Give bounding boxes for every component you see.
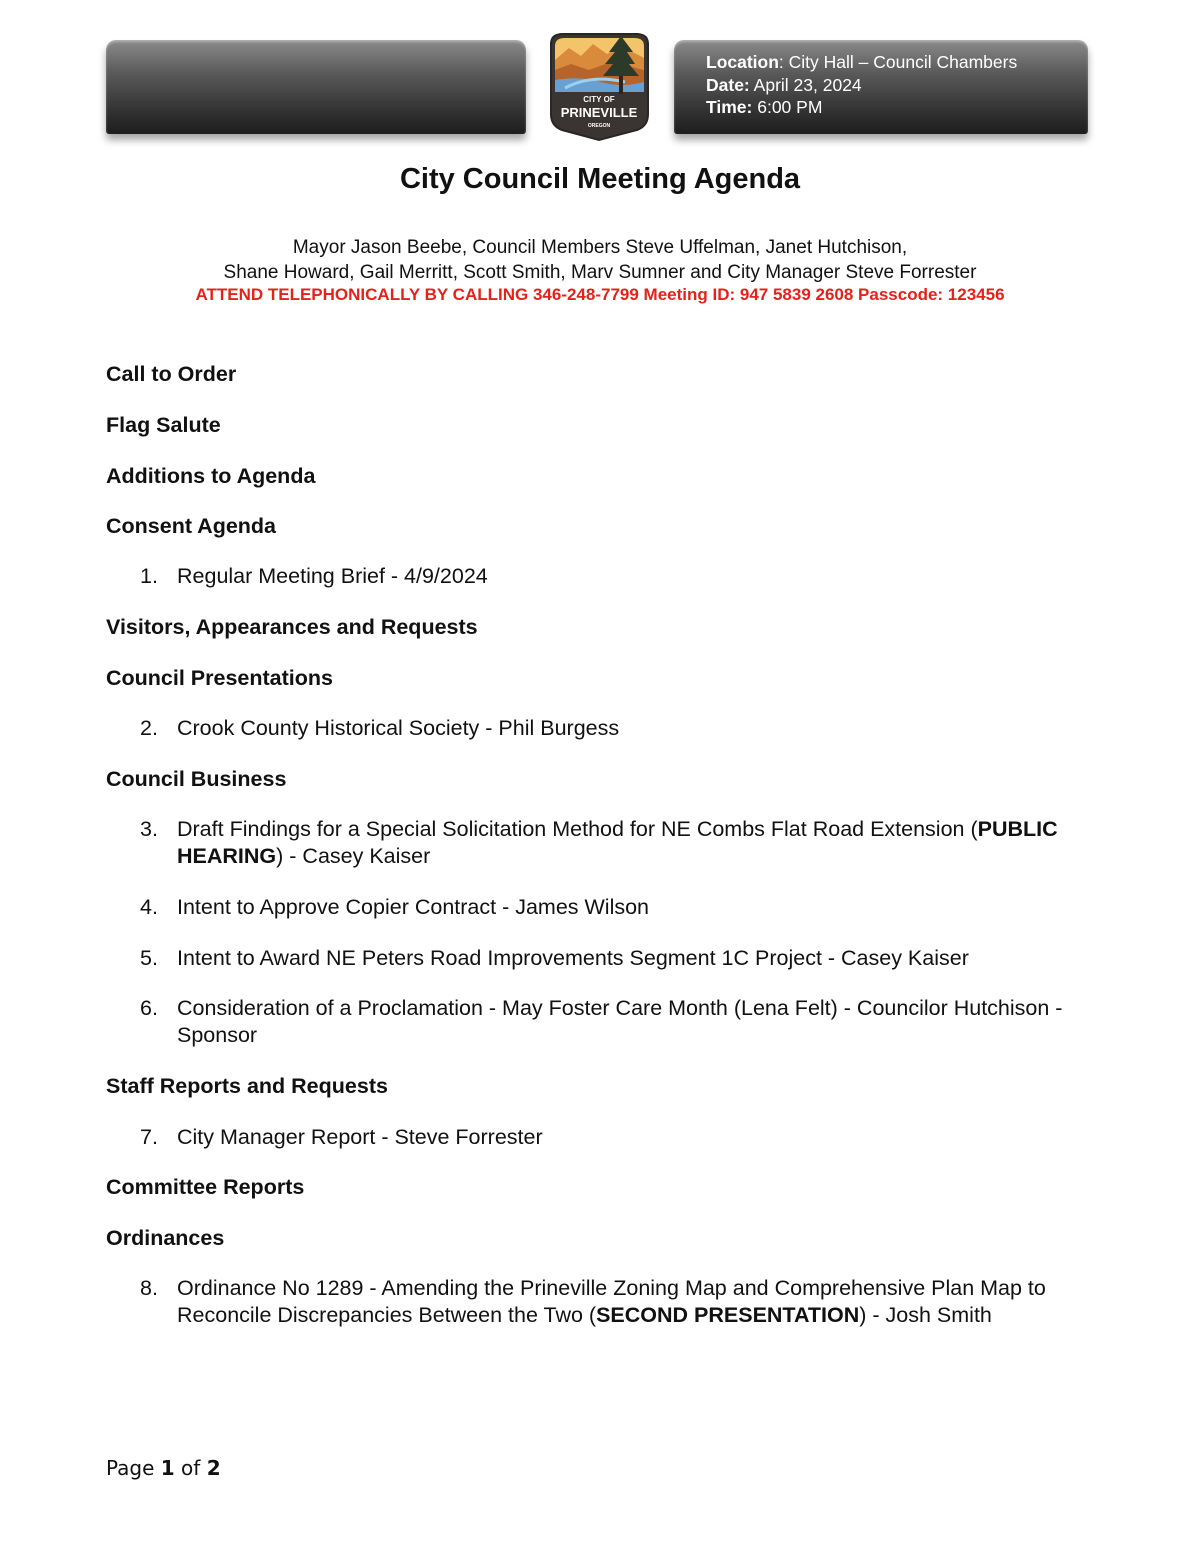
item-text: Crook County Historical Society - Phil Burgess [177, 716, 620, 740]
time-value: 6:00 PM [752, 97, 823, 117]
item-text: Intent to Award NE Peters Road Improvements Segment 1C Project - Casey Kaiser [177, 946, 969, 970]
logo-line-1: CITY OF [583, 95, 615, 104]
item-text: Intent to Approve Copier Contract - James Wilson [177, 895, 650, 919]
members-line-1: Mayor Jason Beebe, Council Members Steve Uffelman, Janet Hutchison, [292, 237, 908, 258]
members-line-2: Shane Howard, Gail Merritt, Scott Smith, Marv Sumner and City Manager Steve Forrester [223, 261, 977, 283]
agenda-item-5 [140, 945, 1100, 972]
item-number: 2. [140, 716, 158, 740]
logo-line-2: PRINEVILLE [560, 105, 638, 120]
council-members [0, 236, 1200, 285]
date-label: Date: [706, 74, 750, 95]
item-text: City Manager Report - Steve Forrester [177, 1125, 543, 1149]
agenda-item-7 [140, 1124, 1100, 1151]
page-title: City Council Meeting Agenda [399, 163, 801, 195]
item-text-pre: Ordinance No 1289 - Amending the Prineville Zoning Map and Comprehensive Plan Map to Reconcile Discrepancies Between the Two ( [177, 1276, 1046, 1327]
item-number: 3. [140, 817, 158, 841]
header-banner-left [106, 40, 526, 134]
location-label: Location [706, 52, 779, 72]
section-council-presentations: Council Presentations [106, 666, 333, 690]
section-visitors: Visitors, Appearances and Requests [106, 615, 478, 639]
agenda-item-3 [140, 816, 1100, 870]
logo-line-3: OREGON [587, 123, 611, 129]
item-text: Regular Meeting Brief - 4/9/2024 [177, 564, 488, 588]
page-number-footer [106, 1456, 221, 1480]
item-number: 8. [140, 1276, 158, 1300]
agenda-item-4 [140, 894, 1100, 921]
item-text [177, 816, 1100, 870]
time-line [706, 96, 1017, 119]
date-value: April 23, 2024 [749, 74, 862, 95]
agenda-item-2 [140, 715, 1100, 742]
second-presentation-label: SECOND PRESENTATION [596, 1303, 860, 1327]
of-word: of [174, 1456, 207, 1480]
agenda-item-1 [140, 563, 1100, 590]
item-number: 1. [140, 564, 158, 588]
date-line [706, 74, 1017, 97]
item-text [177, 1275, 1100, 1329]
location-value: : City Hall – Council Chambers [778, 52, 1018, 72]
item-text-post: ) - Casey Kaiser [276, 844, 431, 868]
header-banner-meeting-info [674, 40, 1088, 134]
item-number: 5. [140, 946, 158, 970]
item-text: Consideration of a Proclamation - May Foster Care Month (Lena Felt) - Councilor Hutchison -Sponsor [177, 996, 1063, 1047]
section-staff-reports: Staff Reports and Requests [106, 1074, 388, 1098]
item-number: 4. [140, 895, 158, 919]
page-word: Page [106, 1456, 161, 1480]
section-call-to-order: Call to Order [106, 362, 237, 386]
agenda-item-6 [140, 995, 1100, 1049]
section-consent-agenda: Consent Agenda [106, 514, 277, 538]
item-number: 6. [140, 996, 158, 1020]
location-line [706, 51, 1017, 74]
attend-telephonically-notice: ATTEND TELEPHONICALLY BY CALLING 346-248-7799 Meeting ID: 947 5839 2608 Passcode: 123456 [195, 285, 1005, 304]
total-pages: 2 [206, 1456, 221, 1480]
section-committee-reports: Committee Reports [106, 1175, 305, 1199]
agenda-item-8 [140, 1275, 1100, 1329]
section-additions-to-agenda: Additions to Agenda [106, 464, 316, 488]
item-text-pre: Draft Findings for a Special Solicitation Method for NE Combs Flat Road Extension ( [177, 817, 978, 841]
public-hearing-label: PUBLIC HEARING [177, 817, 1058, 868]
meeting-info [706, 51, 1017, 119]
section-council-business: Council Business [106, 767, 287, 791]
city-of-prineville-logo [541, 30, 658, 142]
item-text-post: ) - Josh Smith [859, 1303, 992, 1327]
current-page: 1 [160, 1456, 175, 1480]
section-ordinances: Ordinances [106, 1226, 225, 1250]
time-label: Time: [706, 97, 753, 117]
section-flag-salute: Flag Salute [106, 413, 221, 437]
item-number: 7. [140, 1125, 158, 1149]
